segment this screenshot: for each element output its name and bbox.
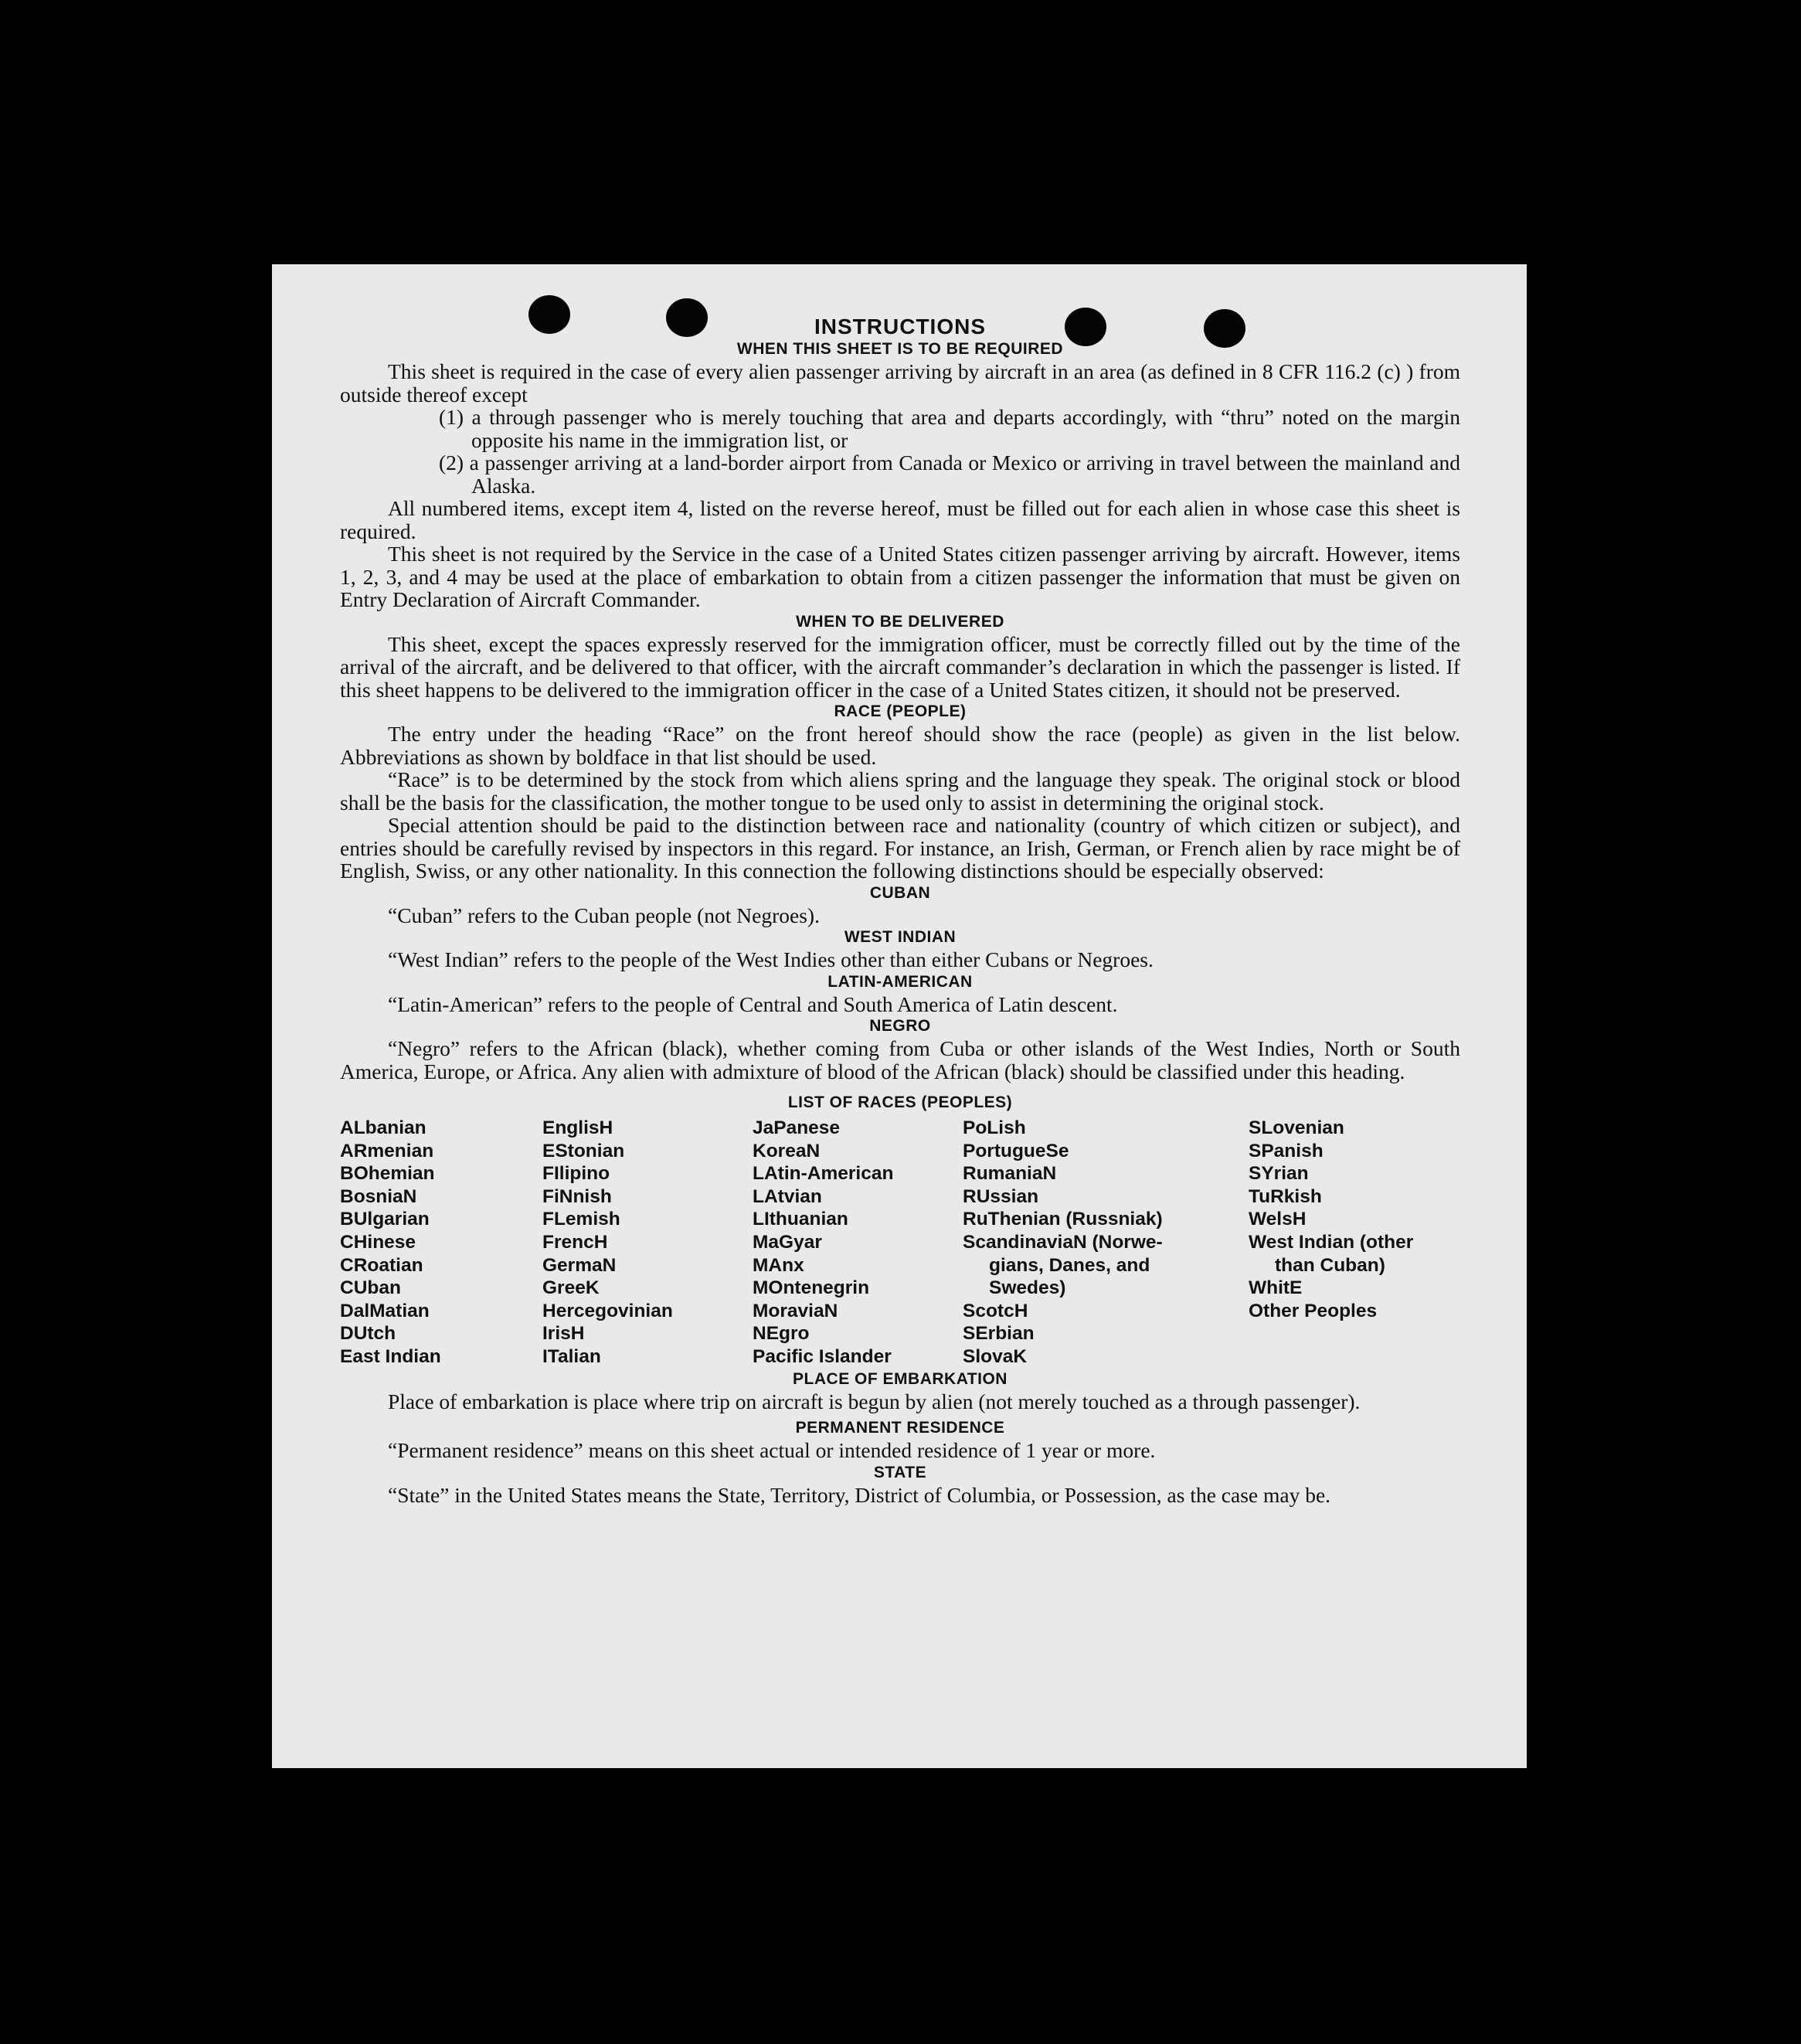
race-item: EStonian bbox=[542, 1140, 625, 1161]
race-item: West Indian (other bbox=[1249, 1231, 1414, 1253]
section-heading: STATE bbox=[873, 1463, 927, 1481]
race-item: LAtin-American bbox=[753, 1163, 894, 1185]
race-item: CHinese bbox=[340, 1231, 416, 1253]
race-item: RuThenian (Russniak) bbox=[963, 1209, 1163, 1230]
race-item: TuRkish bbox=[1249, 1185, 1322, 1207]
race-item: LAtvian bbox=[753, 1185, 822, 1207]
race-item: GermaN bbox=[542, 1254, 617, 1276]
race-item: Other Peoples bbox=[1249, 1300, 1378, 1321]
race-item: CRoatian bbox=[340, 1254, 423, 1276]
race-item: FiNnish bbox=[542, 1185, 612, 1207]
race-item: Hercegovinian bbox=[542, 1300, 673, 1321]
race-item: MoraviaN bbox=[753, 1300, 838, 1321]
race-item: SPanish bbox=[1249, 1140, 1324, 1161]
race-item: MAnx bbox=[753, 1254, 804, 1276]
race-item: KoreaN bbox=[753, 1140, 821, 1161]
race-item: WhitE bbox=[1249, 1277, 1303, 1299]
paragraph: “West Indian” refers to the people of the West Indies other than either Cubans or Negroes. bbox=[388, 947, 1154, 971]
race-item: CUban bbox=[340, 1277, 401, 1299]
sheet-content bbox=[340, 315, 1460, 1506]
race-item: ALbanian bbox=[340, 1117, 426, 1138]
paragraph: “Cuban” refers to the Cuban people (not Negroes). bbox=[388, 903, 820, 927]
race-item: FrencH bbox=[542, 1231, 608, 1253]
section-heading: LIST OF RACES (PEOPLES) bbox=[787, 1093, 1013, 1111]
race-item: SYrian bbox=[1249, 1163, 1309, 1185]
race-item: BUlgarian bbox=[340, 1209, 430, 1230]
race-item: ITalian bbox=[542, 1345, 601, 1367]
race-item: BosniaN bbox=[340, 1185, 417, 1207]
race-item: ScandinaviaN (Norwe- bbox=[963, 1231, 1163, 1253]
section-heading: PERMANENT RESIDENCE bbox=[795, 1419, 1005, 1437]
race-item-continuation: than Cuban) bbox=[1275, 1254, 1385, 1276]
section-heading: LATIN-AMERICAN bbox=[827, 972, 973, 991]
race-item: EnglisH bbox=[542, 1117, 613, 1138]
paragraph: All numbered items, except item 4, listed on the reverse hereof, must be filled out for each alien in whose case this sheet is required. bbox=[340, 496, 1460, 543]
paragraph: “Latin-American” refers to the people of Central and South America of Latin descent. bbox=[388, 991, 1118, 1016]
paragraph: This sheet is not required by the Service in the case of a United States citizen passenger arriving by aircraft. However, items 1, 2, 3, and 4 may be used at the place of embarkation to obtain from a citizen passenger the information that must be given on Entry Declaration of Aircraft Commander. bbox=[340, 542, 1460, 611]
race-column bbox=[963, 1117, 1249, 1369]
race-item: PoLish bbox=[963, 1117, 1026, 1138]
race-item: ARmenian bbox=[340, 1140, 434, 1161]
race-item: PortugueSe bbox=[963, 1140, 1069, 1161]
race-item: DUtch bbox=[340, 1323, 396, 1345]
list-item: (1) a through passenger who is merely touching that area and departs accordingly, with “thru” noted on the margin opposite his name in the immigration list, or bbox=[439, 405, 1460, 452]
section-heading: WEST INDIAN bbox=[844, 928, 957, 946]
race-item: FLemish bbox=[542, 1209, 620, 1230]
section-heading: RACE (PEOPLE) bbox=[834, 702, 967, 720]
race-item: SLovenian bbox=[1249, 1117, 1344, 1138]
race-item: DalMatian bbox=[340, 1300, 430, 1321]
paragraph: “Permanent residence” means on this sheet actual or intended residence of 1 year or more. bbox=[388, 1438, 1156, 1463]
section-heading: PLACE OF EMBARKATION bbox=[793, 1369, 1008, 1388]
race-item: East Indian bbox=[340, 1345, 441, 1367]
section-heading: WHEN THIS SHEET IS TO BE REQUIRED bbox=[736, 340, 1064, 358]
race-list bbox=[340, 1117, 1460, 1369]
race-column bbox=[753, 1117, 963, 1369]
paragraph: “Race” is to be determined by the stock from which aliens spring and the language they speak. The original stock or blood shall be the basis for the classification, the mother tongue to be used only to assist in determining the original stock. bbox=[340, 767, 1460, 815]
section-heading: WHEN TO BE DELIVERED bbox=[796, 612, 1004, 631]
paragraph: Special attention should be paid to the distinction between race and nationality (country of which citizen or subject), and entries should be carefully revised by inspectors in this regard. For instance, an Irish, German, or French alien by race might be of English, Swiss, or any other nationality. In this connection the following distinctions should be especially observed: bbox=[340, 813, 1460, 883]
race-item: Pacific Islander bbox=[753, 1345, 892, 1367]
race-column bbox=[542, 1117, 753, 1369]
paragraph: This sheet, except the spaces expressly reserved for the immigration officer, must be correctly filled out by the time of the arrival of the aircraft, and be delivered to that officer, with the aircraft commander’s declaration in which the passenger is listed. If this sheet happens to be delivered to the immigration officer in the case of a United States citizen, it should not be preserved. bbox=[340, 631, 1460, 702]
race-item: ScotcH bbox=[963, 1300, 1028, 1321]
paragraph: Place of embarkation is place where trip on aircraft is begun by alien (not merely touched as a through passenger). bbox=[388, 1389, 1361, 1413]
page-title: INSTRUCTIONS bbox=[814, 315, 986, 338]
race-item: SErbian bbox=[963, 1323, 1035, 1345]
race-item: RUssian bbox=[963, 1185, 1039, 1207]
race-column bbox=[340, 1117, 542, 1369]
paragraph: This sheet is required in the case of every alien passenger arriving by aircraft in an area (as defined in 8 CFR 116.2 (c) ) from outside thereof except bbox=[340, 359, 1460, 406]
race-item: SlovaK bbox=[963, 1345, 1028, 1367]
race-item: NEgro bbox=[753, 1323, 810, 1345]
race-item: LIthuanian bbox=[753, 1209, 848, 1230]
race-item: RumaniaN bbox=[963, 1163, 1057, 1185]
race-item: GreeK bbox=[542, 1277, 600, 1299]
section-heading: CUBAN bbox=[869, 883, 931, 902]
race-item: MaGyar bbox=[753, 1231, 822, 1253]
instruction-sheet bbox=[272, 264, 1527, 1768]
paragraph: “Negro” refers to the African (black), whether coming from Cuba or other islands of the West Indies, North or South America, Europe, or Africa. Any alien with admixture of blood of the African (black) should be classified under this heading. bbox=[340, 1036, 1460, 1083]
paragraph: “State” in the United States means the State, Territory, District of Columbia, or Possession, as the case may be. bbox=[388, 1482, 1331, 1507]
list-item: (2) a passenger arriving at a land-border airport from Canada or Mexico or arriving in travel between the mainland and Alaska. bbox=[439, 451, 1460, 498]
race-item: BOhemian bbox=[340, 1163, 435, 1185]
race-item-continuation: gians, Danes, and bbox=[989, 1254, 1150, 1276]
race-item: FIlipino bbox=[542, 1163, 610, 1185]
paragraph: The entry under the heading “Race” on the front hereof should show the race (people) as given in the list below. Abbreviations as shown by boldface in that list should be used. bbox=[340, 722, 1460, 769]
race-item: MOntenegrin bbox=[753, 1277, 870, 1299]
race-column bbox=[1249, 1117, 1460, 1369]
section-heading: NEGRO bbox=[869, 1017, 931, 1035]
race-item: WelsH bbox=[1249, 1209, 1307, 1230]
race-item: IrisH bbox=[542, 1323, 585, 1345]
race-item-continuation: Swedes) bbox=[989, 1277, 1066, 1299]
race-item: JaPanese bbox=[753, 1117, 841, 1138]
